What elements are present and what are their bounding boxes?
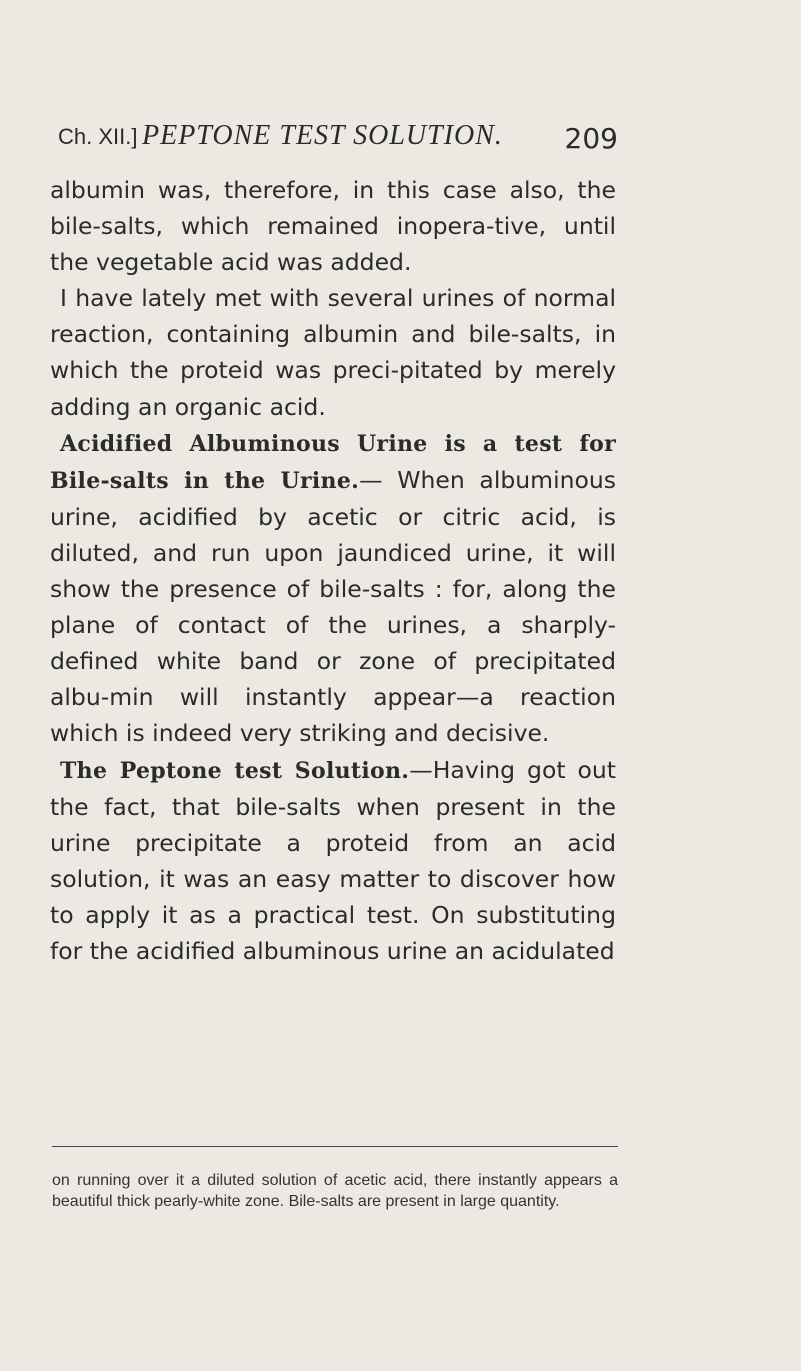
paragraph-3 [50,425,616,752]
section-heading-peptone-test: The Peptone test Solution. [60,757,410,784]
footnote: on running over it a diluted solution of acetic acid, there instantly appears a beautiful thick pearly-white zone. Bile-salts are present in large quantity. [52,1172,618,1210]
footnote-rule [52,1146,618,1147]
chapter-label: Ch. XII.] [58,124,138,149]
paragraph-4-text: —Having got out the fact, that bile-salts when present in the urine precipitate a proteid from an acid solution, it was an easy matter to discover how to apply it as a practical test. On substituting for the acidified albuminous urine an acidulated [50,755,616,965]
section-heading-acidified-urine: Acidified Albuminous Urine is a test for Bile-salts in the Urine. [50,430,616,494]
paragraph-1: albumin was, therefore, in this case also, the bile-salts, which remained inopera-tive, until the vegetable acid was added. [50,176,616,277]
paragraph-4 [50,752,616,970]
page-number: 209 [564,122,618,155]
running-title: PEPTONE TEST SOLUTION. [142,120,503,151]
body-text [50,172,616,969]
page-header [58,120,618,160]
paragraph-3-text: — When albuminous urine, acidified by acetic or citric acid, is diluted, and run upon jaundiced urine, it will show the presence of bile-salts : for, along the plane of contact of the urines, a sharply-defined white band or zone of precipitated albu-min will instantly appear—a reaction which is indeed very striking and decisive. [50,465,617,748]
paragraph-2: I have lately met with several urines of normal reaction, containing albumin and bile-salts, in which the proteid was preci-pitated by merely adding an organic acid. [50,284,616,421]
